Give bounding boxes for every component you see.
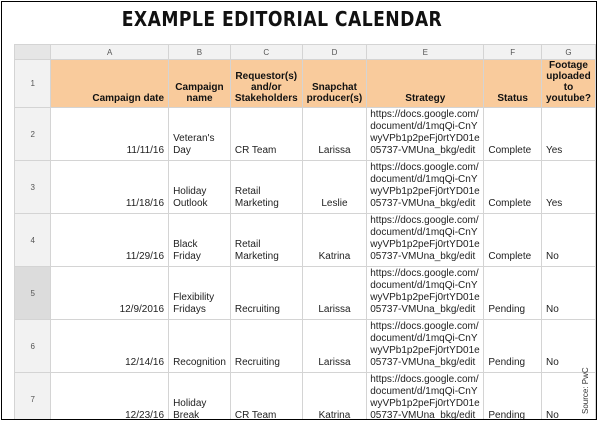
cell-requestor[interactable]: Recruiting — [230, 267, 302, 320]
cell-status[interactable]: Complete — [484, 161, 542, 214]
row-header[interactable]: 6 — [15, 320, 51, 373]
cell-strategy-link[interactable]: https://docs.google.com/document/d/1mqQi-CnYwyVPb1p2peFj0rtYD01e05737-VMUna_bkg/edit — [367, 267, 484, 320]
row-header[interactable]: 7 — [15, 373, 51, 421]
table-row — [15, 320, 596, 373]
cell-requestor[interactable]: CR Team — [230, 108, 302, 161]
column-header-g[interactable]: G — [541, 45, 595, 60]
cell-status[interactable]: Pending — [484, 373, 542, 421]
cell-campaign-date[interactable]: 11/11/16 — [51, 108, 169, 161]
column-header-d[interactable]: D — [302, 45, 367, 60]
cell-requestor[interactable]: Retail Marketing — [230, 161, 302, 214]
column-header-c[interactable]: C — [230, 45, 302, 60]
source-credit: Source: PwC — [581, 367, 590, 414]
row-header[interactable]: 1 — [15, 60, 51, 108]
column-header-a[interactable]: A — [51, 45, 169, 60]
editorial-calendar-sheet — [14, 44, 596, 420]
cell-campaign-name[interactable]: Recognition — [169, 320, 231, 373]
cell-producer[interactable]: Leslie — [302, 161, 367, 214]
cell-campaign-name[interactable]: Holiday Break — [169, 373, 231, 421]
cell-producer[interactable]: Larissa — [302, 267, 367, 320]
cell-campaign-date[interactable]: 12/23/16 — [51, 373, 169, 421]
cell-campaign-name[interactable]: Holiday Outlook — [169, 161, 231, 214]
cell-producer[interactable]: Katrina — [302, 214, 367, 267]
table-header-row — [15, 60, 596, 108]
cell-requestor[interactable]: Recruiting — [230, 320, 302, 373]
cell-campaign-name[interactable]: Black Friday — [169, 214, 231, 267]
cell-producer[interactable]: Katrina — [302, 373, 367, 421]
cell-strategy-link[interactable]: https://docs.google.com/document/d/1mqQi-CnYwyVPb1p2peFj0rtYD01e05737-VMUna_bkg/edit — [367, 214, 484, 267]
cell-footage[interactable]: Yes — [541, 108, 595, 161]
table-row — [15, 267, 596, 320]
cell-strategy-link[interactable]: https://docs.google.com/document/d/1mqQi-CnYwyVPb1p2peFj0rtYD01e05737-VMUna_bkg/edit — [367, 373, 484, 421]
cell-requestor[interactable]: Retail Marketing — [230, 214, 302, 267]
cell-strategy-link[interactable]: https://docs.google.com/document/d/1mqQi-CnYwyVPb1p2peFj0rtYD01e05737-VMUna_bkg/edit — [367, 320, 484, 373]
cell-footage[interactable]: Yes — [541, 161, 595, 214]
column-header-e[interactable]: E — [367, 45, 484, 60]
cell-campaign-date[interactable]: 12/9/2016 — [51, 267, 169, 320]
table-row — [15, 108, 596, 161]
cell-producer[interactable]: Larissa — [302, 108, 367, 161]
cell-campaign-name[interactable]: Flexibility Fridays — [169, 267, 231, 320]
cell-status[interactable]: Pending — [484, 267, 542, 320]
cell-campaign-name[interactable]: Veteran's Day — [169, 108, 231, 161]
page-title: EXAMPLE EDITORIAL CALENDAR — [121, 7, 443, 31]
row-header[interactable]: 3 — [15, 161, 51, 214]
header-campaign-date[interactable]: Campaign date — [51, 60, 169, 108]
column-header-row — [15, 45, 596, 60]
header-status[interactable]: Status — [484, 60, 542, 108]
cell-campaign-date[interactable]: 12/14/16 — [51, 320, 169, 373]
row-header[interactable]: 4 — [15, 214, 51, 267]
row-header[interactable]: 2 — [15, 108, 51, 161]
cell-campaign-date[interactable]: 11/18/16 — [51, 161, 169, 214]
cell-strategy-link[interactable]: https://docs.google.com/document/d/1mqQi-CnYwyVPb1p2peFj0rtYD01e05737-VMUna_bkg/edit — [367, 108, 484, 161]
cell-status[interactable]: Complete — [484, 214, 542, 267]
cell-producer[interactable]: Larissa — [302, 320, 367, 373]
header-campaign-name[interactable]: Campaign name — [169, 60, 231, 108]
column-header-b[interactable]: B — [169, 45, 231, 60]
cell-footage[interactable]: No — [541, 214, 595, 267]
cell-footage[interactable]: No — [541, 320, 595, 373]
cell-campaign-date[interactable]: 11/29/16 — [51, 214, 169, 267]
cell-strategy-link[interactable]: https://docs.google.com/document/d/1mqQi-CnYwyVPb1p2peFj0rtYD01e05737-VMUna_bkg/edit — [367, 161, 484, 214]
header-requestor[interactable]: Requestor(s) and/or Stakeholders — [230, 60, 302, 108]
cell-status[interactable]: Complete — [484, 108, 542, 161]
table-row — [15, 373, 596, 421]
table-row — [15, 161, 596, 214]
cell-footage[interactable]: No — [541, 267, 595, 320]
cell-status[interactable]: Pending — [484, 320, 542, 373]
row-header[interactable]: 5 — [15, 267, 51, 320]
cell-requestor[interactable]: CR Team — [230, 373, 302, 421]
header-footage[interactable]: Footage uploaded to youtube? — [541, 60, 595, 108]
header-strategy[interactable]: Strategy — [367, 60, 484, 108]
column-header-f[interactable]: F — [484, 45, 542, 60]
infographic-frame — [1, 1, 597, 420]
header-producer[interactable]: Snapchat producer(s) — [302, 60, 367, 108]
cell-footage[interactable]: No — [541, 373, 595, 421]
select-all-corner[interactable] — [15, 45, 51, 60]
table-row — [15, 214, 596, 267]
